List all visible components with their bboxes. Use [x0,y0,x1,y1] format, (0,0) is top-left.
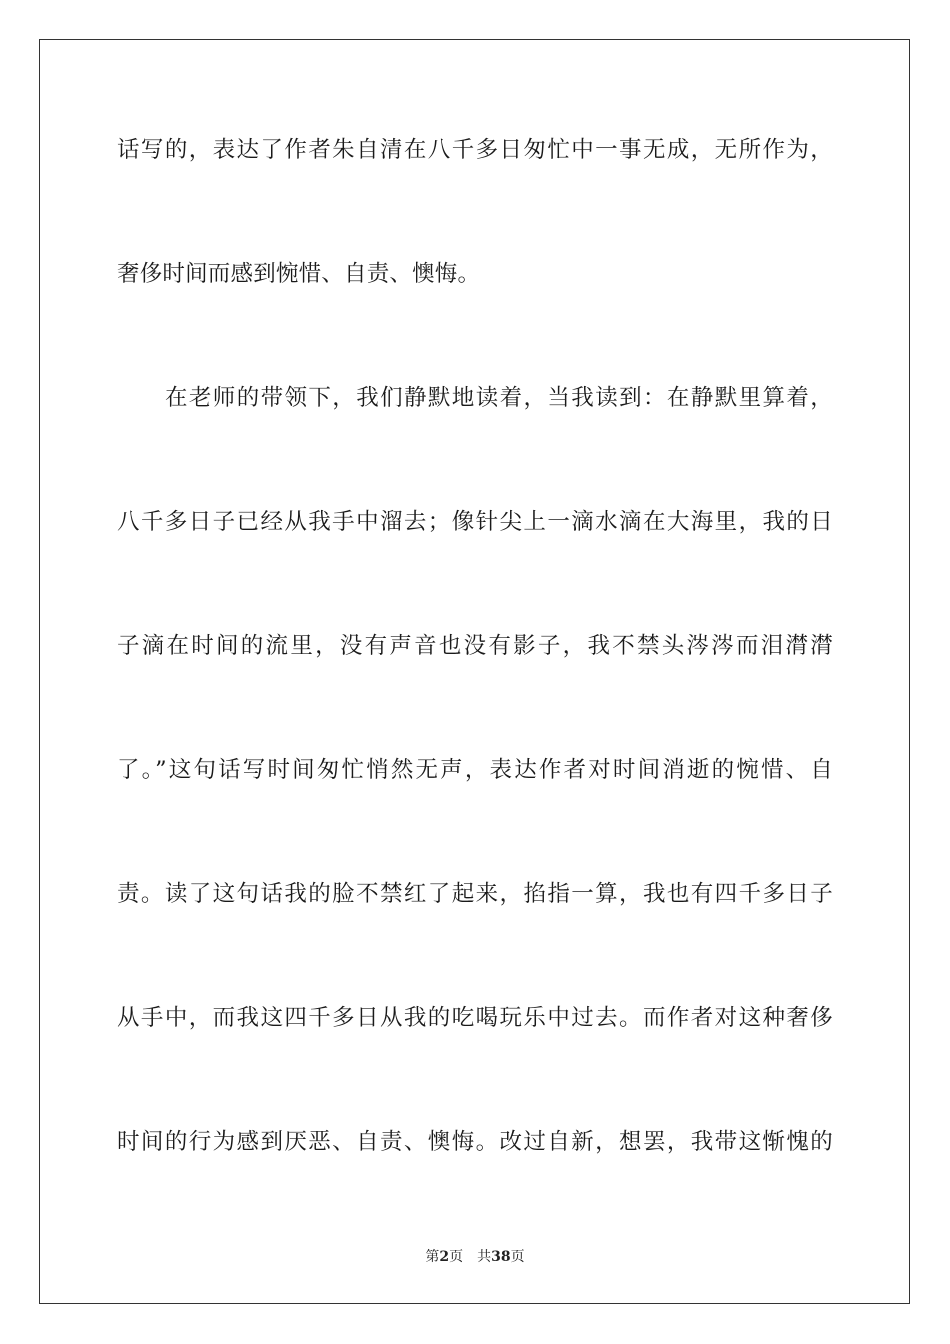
footer-page-prefix: 第 [425,1249,440,1265]
body-text-line-7: 责。读了这句话我的脸不禁红了起来，掐指一算，我也有四千多日子 [117,881,833,907]
footer-total-prefix: 共 [477,1249,492,1265]
footer-total-suffix: 页 [510,1249,525,1265]
body-text-line-9: 时间的行为感到厌恶、自责、懊悔。改过自新，想罢，我带这惭愧的 [117,1129,833,1155]
body-text-line-4: 八千多日子已经从我手中溜去；像针尖上一滴水滴在大海里，我的日 [117,509,833,535]
footer-current-page: 2 [439,1249,450,1265]
body-text-line-2: 奢侈时间而感到惋惜、自责、懊悔。 [117,261,481,287]
body-text-line-5: 子滴在时间的流里，没有声音也没有影子，我不禁头涔涔而泪潸潸 [117,633,833,659]
footer-total-pages: 38 [491,1249,511,1265]
page-footer [0,1247,950,1267]
footer-page-suffix: 页 [449,1249,464,1265]
body-text-line-8: 从手中，而我这四千多日从我的吃喝玩乐中过去。而作者对这种奢侈 [117,1005,833,1031]
page-border [39,39,910,1304]
body-text-line-1: 话写的，表达了作者朱自清在八千多日匆忙中一事无成，无所作为， [117,137,833,163]
body-text-line-3: 在老师的带领下，我们静默地读着，当我读到：在静默里算着， [165,385,833,411]
body-text-line-6: 了。”这句话写时间匆忙悄然无声，表达作者对时间消逝的惋惜、自 [117,757,833,783]
